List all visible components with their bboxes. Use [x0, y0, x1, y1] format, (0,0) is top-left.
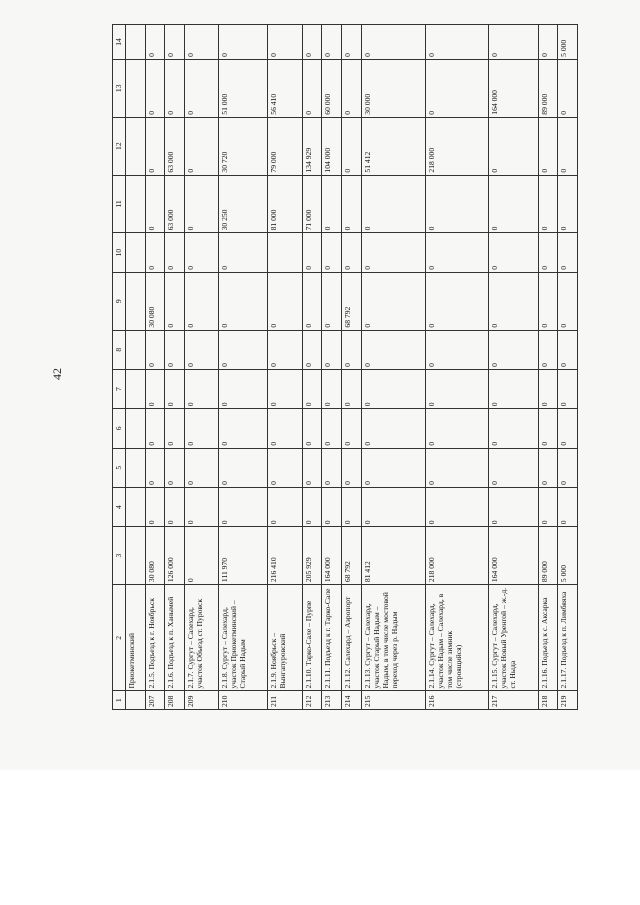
- table-row: [489, 25, 538, 710]
- value-cell: 164 000: [489, 527, 538, 585]
- column-header: 8: [113, 330, 126, 369]
- value-cell: 71 000: [302, 175, 322, 233]
- road-name: 2.1.13. Сургут – Салехард, участок Старый Надым – Надым, в том числе мостовой переход через р. Надым: [361, 585, 425, 691]
- value-cell: 81 000: [268, 175, 302, 233]
- value-cell: 0: [361, 448, 425, 487]
- value-cell: 0: [219, 330, 268, 369]
- value-cell: [268, 233, 302, 272]
- table-cell: [126, 487, 146, 526]
- value-cell: 0: [268, 448, 302, 487]
- value-cell: 0: [184, 448, 218, 487]
- road-name: 2.1.6. Подъезд к п. Ханымей: [165, 585, 185, 691]
- value-cell: 0: [489, 369, 538, 408]
- value-cell: 0: [361, 272, 425, 330]
- value-cell: 0: [342, 25, 362, 60]
- table-cell: [126, 59, 146, 117]
- value-cell: 218 000: [425, 117, 489, 175]
- value-cell: 0: [342, 409, 362, 448]
- value-cell: 0: [302, 233, 322, 272]
- value-cell: 0: [302, 330, 322, 369]
- value-cell: 0: [219, 233, 268, 272]
- table-row: [302, 25, 322, 710]
- table-row: [268, 25, 302, 710]
- value-cell: 0: [558, 409, 578, 448]
- value-cell: 0: [342, 448, 362, 487]
- value-cell: 0: [219, 272, 268, 330]
- value-cell: 0: [219, 487, 268, 526]
- value-cell: 0: [538, 369, 558, 408]
- value-cell: 0: [558, 59, 578, 117]
- column-header: 5: [113, 448, 126, 487]
- value-cell: 0: [489, 233, 538, 272]
- value-cell: 0: [184, 233, 218, 272]
- value-cell: 0: [538, 25, 558, 60]
- value-cell: 51 412: [361, 117, 425, 175]
- value-cell: 0: [184, 117, 218, 175]
- value-cell: 5 000: [558, 527, 578, 585]
- row-number: 209: [184, 691, 218, 710]
- value-cell: 218 000: [425, 527, 489, 585]
- value-cell: 0: [165, 409, 185, 448]
- table-cell: [126, 527, 146, 585]
- row-number: 213: [322, 691, 342, 710]
- value-cell: 0: [184, 330, 218, 369]
- road-name: 2.1.5. Подъезд к г. Ноябрьск: [145, 585, 165, 691]
- value-cell: 0: [165, 487, 185, 526]
- value-cell: 0: [145, 409, 165, 448]
- table-row: [322, 25, 342, 710]
- value-cell: 0: [558, 233, 578, 272]
- column-header: 10: [113, 233, 126, 272]
- value-cell: 0: [302, 487, 322, 526]
- value-cell: 0: [268, 487, 302, 526]
- value-cell: 0: [322, 409, 342, 448]
- value-cell: 0: [165, 448, 185, 487]
- value-cell: 0: [165, 272, 185, 330]
- column-header: 9: [113, 272, 126, 330]
- value-cell: 0: [219, 448, 268, 487]
- value-cell: 0: [538, 272, 558, 330]
- value-cell: 0: [342, 487, 362, 526]
- value-cell: 0: [145, 487, 165, 526]
- table-cell: [126, 233, 146, 272]
- value-cell: 0: [361, 330, 425, 369]
- value-cell: 164 000: [489, 59, 538, 117]
- table-row: [361, 25, 425, 710]
- table-row: [425, 25, 489, 710]
- value-cell: 0: [145, 175, 165, 233]
- value-cell: 5 000: [558, 25, 578, 60]
- road-name: 2.1.8. Сургут – Салехард, участок Приокетминский – Старый Надым: [219, 585, 268, 691]
- value-cell: 0: [558, 448, 578, 487]
- value-cell: 0: [145, 330, 165, 369]
- value-cell: 0: [322, 233, 342, 272]
- table-cell: [126, 175, 146, 233]
- column-header: 12: [113, 117, 126, 175]
- value-cell: 0: [558, 272, 578, 330]
- value-cell: 0: [322, 448, 342, 487]
- row-number: 207: [145, 691, 165, 710]
- value-cell: 0: [538, 233, 558, 272]
- value-cell: 0: [165, 369, 185, 408]
- value-cell: 0: [184, 487, 218, 526]
- table-row: [145, 25, 165, 710]
- column-header: 4: [113, 487, 126, 526]
- value-cell: 0: [425, 409, 489, 448]
- header-row: [113, 25, 126, 710]
- column-header: 2: [113, 585, 126, 691]
- table-body: [126, 25, 578, 710]
- value-cell: 79 000: [268, 117, 302, 175]
- value-cell: 0: [489, 448, 538, 487]
- value-cell: 63 000: [165, 175, 185, 233]
- road-name: 2.1.10. Тарко-Сале – Пурпе: [302, 585, 322, 691]
- value-cell: 0: [489, 487, 538, 526]
- value-cell: 56 410: [268, 59, 302, 117]
- value-cell: 126 000: [165, 527, 185, 585]
- road-name: 2.1.16. Подъезд к с. Аксарка: [538, 585, 558, 691]
- value-cell: 0: [184, 369, 218, 408]
- value-cell: 0: [165, 330, 185, 369]
- value-cell: 0: [361, 369, 425, 408]
- table-row: [219, 25, 268, 710]
- rotated-table-container: [112, 24, 578, 710]
- value-cell: 0: [302, 369, 322, 408]
- value-cell: 0: [489, 117, 538, 175]
- value-cell: 0: [145, 369, 165, 408]
- value-cell: 0: [489, 175, 538, 233]
- value-cell: 0: [425, 369, 489, 408]
- value-cell: 30 250: [219, 175, 268, 233]
- row-number: 218: [538, 691, 558, 710]
- value-cell: 0: [425, 175, 489, 233]
- value-cell: 0: [558, 330, 578, 369]
- value-cell: 0: [302, 409, 322, 448]
- table-row: [538, 25, 558, 710]
- road-name: 2.1.9. Ноябрьск – Вынгапуровский: [268, 585, 302, 691]
- value-cell: 0: [165, 59, 185, 117]
- column-header: 3: [113, 527, 126, 585]
- group-name: Приокетминский: [126, 585, 146, 691]
- value-cell: 0: [361, 409, 425, 448]
- road-name: 2.1.7. Сургут – Салехард, участок Объезд ст. Пуровск: [184, 585, 218, 691]
- value-cell: 0: [322, 175, 342, 233]
- value-cell: 0: [268, 25, 302, 60]
- road-name: 2.1.17. Подъезд к п. Лимбяяха: [558, 585, 578, 691]
- road-name: 2.1.15. Сургут – Салехард, участок Новый Уренгой – ж.-д. ст. Ныда: [489, 585, 538, 691]
- value-cell: 111 970: [219, 527, 268, 585]
- value-cell: 0: [342, 59, 362, 117]
- value-cell: 30 720: [219, 117, 268, 175]
- value-cell: 0: [425, 487, 489, 526]
- column-header: 6: [113, 409, 126, 448]
- value-cell: 68 792: [342, 527, 362, 585]
- value-cell: 0: [302, 272, 322, 330]
- value-cell: 134 929: [302, 117, 322, 175]
- value-cell: 0: [219, 25, 268, 60]
- value-cell: 0: [302, 59, 322, 117]
- value-cell: 0: [489, 272, 538, 330]
- page-number: 42: [50, 368, 64, 380]
- value-cell: 0: [342, 330, 362, 369]
- value-cell: 0: [489, 330, 538, 369]
- value-cell: 0: [219, 409, 268, 448]
- value-cell: 0: [361, 487, 425, 526]
- value-cell: 0: [165, 25, 185, 60]
- value-cell: 0: [184, 59, 218, 117]
- value-cell: 0: [489, 25, 538, 60]
- row-number: 208: [165, 691, 185, 710]
- value-cell: 60 000: [322, 59, 342, 117]
- value-cell: 0: [302, 448, 322, 487]
- value-cell: 30 000: [361, 59, 425, 117]
- column-header: 7: [113, 369, 126, 408]
- value-cell: 0: [145, 59, 165, 117]
- value-cell: 0: [425, 233, 489, 272]
- row-number: 219: [558, 691, 578, 710]
- value-cell: 30 080: [145, 272, 165, 330]
- value-cell: 0: [184, 25, 218, 60]
- row-number: 214: [342, 691, 362, 710]
- value-cell: 0: [184, 272, 218, 330]
- value-cell: 0: [558, 369, 578, 408]
- value-cell: 0: [145, 117, 165, 175]
- table-cell: [126, 448, 146, 487]
- value-cell: 0: [184, 409, 218, 448]
- value-cell: 0: [268, 272, 302, 330]
- table-row: [342, 25, 362, 710]
- value-cell: 89 000: [538, 527, 558, 585]
- value-cell: 0: [302, 25, 322, 60]
- column-header: 1: [113, 691, 126, 710]
- row-number: 217: [489, 691, 538, 710]
- table-cell: [126, 117, 146, 175]
- value-cell: 0: [361, 25, 425, 60]
- value-cell: 0: [425, 448, 489, 487]
- value-cell: 0: [322, 272, 342, 330]
- value-cell: 0: [342, 233, 362, 272]
- value-cell: 0: [184, 527, 218, 585]
- value-cell: 0: [342, 369, 362, 408]
- table-cell: [126, 25, 146, 60]
- value-cell: 0: [145, 448, 165, 487]
- column-header: 14: [113, 25, 126, 60]
- value-cell: 0: [538, 487, 558, 526]
- value-cell: 68 792: [342, 272, 362, 330]
- table-cell: [126, 409, 146, 448]
- value-cell: 0: [165, 233, 185, 272]
- value-cell: 0: [322, 25, 342, 60]
- value-cell: 0: [538, 330, 558, 369]
- value-cell: 63 000: [165, 117, 185, 175]
- value-cell: 0: [322, 487, 342, 526]
- value-cell: 0: [558, 117, 578, 175]
- group-row: [126, 25, 146, 710]
- value-cell: 0: [425, 272, 489, 330]
- value-cell: 0: [145, 233, 165, 272]
- value-cell: 0: [268, 330, 302, 369]
- row-number: 210: [219, 691, 268, 710]
- value-cell: 0: [322, 369, 342, 408]
- value-cell: 0: [219, 369, 268, 408]
- column-header: 13: [113, 59, 126, 117]
- value-cell: 205 929: [302, 527, 322, 585]
- table-cell: [126, 369, 146, 408]
- value-cell: 0: [361, 175, 425, 233]
- column-header: 11: [113, 175, 126, 233]
- value-cell: 0: [322, 330, 342, 369]
- value-cell: 0: [538, 409, 558, 448]
- value-cell: 30 080: [145, 527, 165, 585]
- budget-table: [112, 24, 578, 710]
- value-cell: 0: [268, 369, 302, 408]
- value-cell: 164 000: [322, 527, 342, 585]
- value-cell: 51 000: [219, 59, 268, 117]
- row-number: 212: [302, 691, 322, 710]
- value-cell: 0: [558, 487, 578, 526]
- table-row: [184, 25, 218, 710]
- value-cell: 0: [145, 25, 165, 60]
- table-cell: [126, 330, 146, 369]
- row-number: 211: [268, 691, 302, 710]
- table-row: [165, 25, 185, 710]
- table-row: [558, 25, 578, 710]
- value-cell: 216 410: [268, 527, 302, 585]
- value-cell: 0: [342, 117, 362, 175]
- value-cell: 0: [268, 409, 302, 448]
- value-cell: 0: [538, 448, 558, 487]
- value-cell: 0: [184, 175, 218, 233]
- value-cell: 0: [361, 233, 425, 272]
- row-number: 216: [425, 691, 489, 710]
- value-cell: 0: [558, 175, 578, 233]
- road-name: 2.1.12. Салехард – Аэропорт: [342, 585, 362, 691]
- value-cell: 0: [489, 409, 538, 448]
- value-cell: 104 000: [322, 117, 342, 175]
- row-number: 215: [361, 691, 425, 710]
- table-cell: [126, 272, 146, 330]
- value-cell: 0: [538, 175, 558, 233]
- value-cell: 0: [342, 175, 362, 233]
- value-cell: 0: [425, 25, 489, 60]
- road-name: 2.1.14. Сургут – Салехард, участок Надым – Салехард, в том числе зимник (строящийся): [425, 585, 489, 691]
- value-cell: 89 000: [538, 59, 558, 117]
- value-cell: 0: [425, 330, 489, 369]
- value-cell: 0: [538, 117, 558, 175]
- value-cell: 0: [425, 59, 489, 117]
- table-cell: [126, 691, 146, 710]
- value-cell: 81 412: [361, 527, 425, 585]
- road-name: 2.1.11. Подъезд к г. Тарко-Сале: [322, 585, 342, 691]
